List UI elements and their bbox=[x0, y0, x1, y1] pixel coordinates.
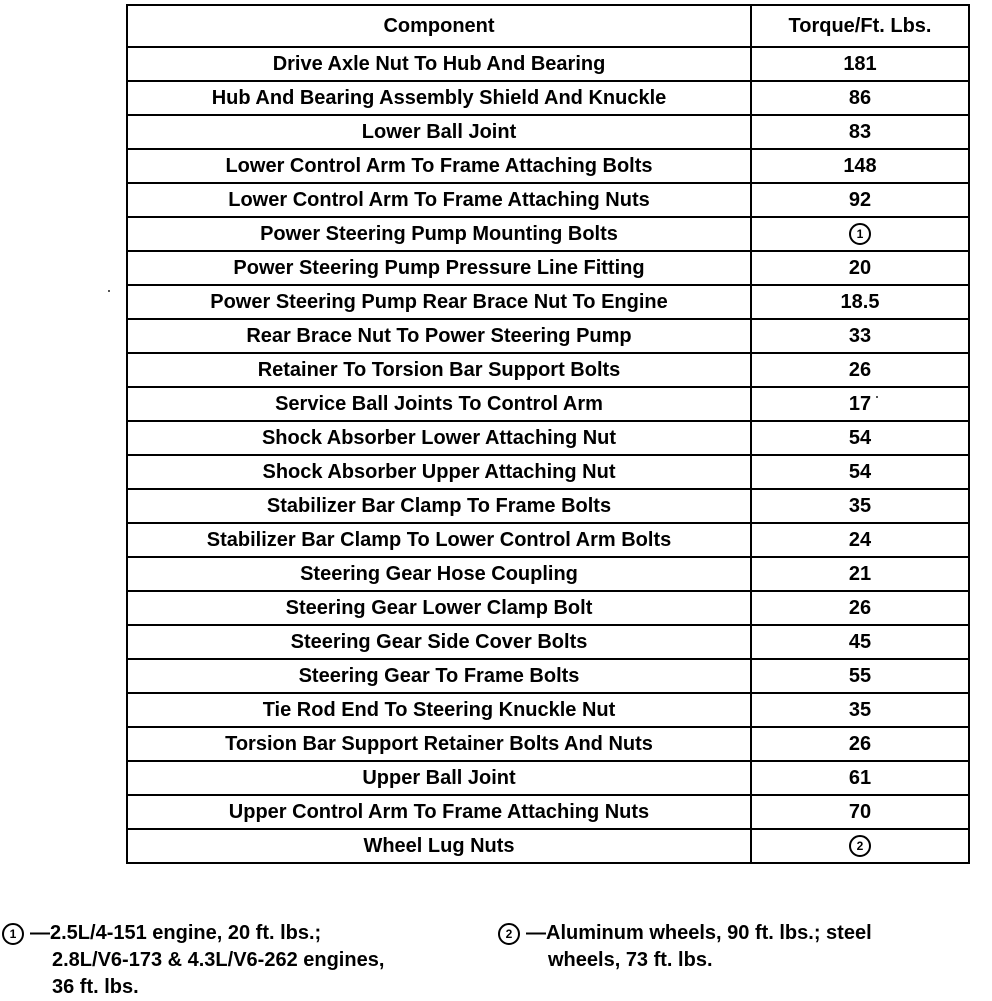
torque-cell: 35 bbox=[751, 693, 969, 727]
component-cell: Power Steering Pump Pressure Line Fitting bbox=[127, 251, 751, 285]
footnote-2-line-1: —Aluminum wheels, 90 ft. lbs.; steel bbox=[526, 922, 872, 944]
table-row bbox=[127, 625, 969, 659]
torque-cell: 20 bbox=[751, 251, 969, 285]
table-row bbox=[127, 81, 969, 115]
torque-cell: 148 bbox=[751, 149, 969, 183]
component-cell: Lower Control Arm To Frame Attaching Bolts bbox=[127, 149, 751, 183]
footnote-1-line-3: 36 ft. lbs. bbox=[52, 976, 139, 998]
component-cell: Steering Gear Side Cover Bolts bbox=[127, 625, 751, 659]
table-header-row bbox=[127, 5, 969, 47]
component-cell: Torsion Bar Support Retainer Bolts And Nuts bbox=[127, 727, 751, 761]
component-cell: Upper Ball Joint bbox=[127, 761, 751, 795]
component-cell: Rear Brace Nut To Power Steering Pump bbox=[127, 319, 751, 353]
footnote-marker-1: 1 bbox=[2, 923, 24, 945]
component-cell: Wheel Lug Nuts bbox=[127, 829, 751, 863]
component-cell: Retainer To Torsion Bar Support Bolts bbox=[127, 353, 751, 387]
torque-cell: 86 bbox=[751, 81, 969, 115]
component-cell: Power Steering Pump Rear Brace Nut To Engine bbox=[127, 285, 751, 319]
component-cell: Steering Gear To Frame Bolts bbox=[127, 659, 751, 693]
torque-cell: 26 bbox=[751, 727, 969, 761]
table-row bbox=[127, 183, 969, 217]
torque-cell: 181 bbox=[751, 47, 969, 81]
torque-cell: 26 bbox=[751, 591, 969, 625]
component-cell: Stabilizer Bar Clamp To Lower Control Arm Bolts bbox=[127, 523, 751, 557]
torque-cell: 54 bbox=[751, 455, 969, 489]
torque-cell: 17 bbox=[751, 387, 969, 421]
table-row bbox=[127, 217, 969, 251]
footnote-2-line-2: wheels, 73 ft. lbs. bbox=[548, 949, 713, 971]
component-cell: Service Ball Joints To Control Arm bbox=[127, 387, 751, 421]
table-row bbox=[127, 115, 969, 149]
table-row bbox=[127, 795, 969, 829]
torque-cell: 35 bbox=[751, 489, 969, 523]
note-marker: 2 bbox=[849, 835, 871, 857]
component-cell: Steering Gear Hose Coupling bbox=[127, 557, 751, 591]
torque-cell: 24 bbox=[751, 523, 969, 557]
scan-speck bbox=[876, 396, 878, 398]
table-row bbox=[127, 557, 969, 591]
table-row bbox=[127, 319, 969, 353]
component-cell: Tie Rod End To Steering Knuckle Nut bbox=[127, 693, 751, 727]
column-header-torque: Torque/Ft. Lbs. bbox=[751, 5, 969, 47]
torque-spec-table bbox=[126, 4, 970, 864]
table-row bbox=[127, 591, 969, 625]
table-row bbox=[127, 47, 969, 81]
component-cell: Upper Control Arm To Frame Attaching Nuts bbox=[127, 795, 751, 829]
torque-cell: 61 bbox=[751, 761, 969, 795]
component-cell: Shock Absorber Upper Attaching Nut bbox=[127, 455, 751, 489]
component-cell: Lower Ball Joint bbox=[127, 115, 751, 149]
column-header-component: Component bbox=[127, 5, 751, 47]
torque-cell: 45 bbox=[751, 625, 969, 659]
table-row bbox=[127, 761, 969, 795]
component-cell: Hub And Bearing Assembly Shield And Knuckle bbox=[127, 81, 751, 115]
table-row bbox=[127, 659, 969, 693]
component-cell: Shock Absorber Lower Attaching Nut bbox=[127, 421, 751, 455]
component-cell: Drive Axle Nut To Hub And Bearing bbox=[127, 47, 751, 81]
component-cell: Power Steering Pump Mounting Bolts bbox=[127, 217, 751, 251]
footnote-1-line-1: —2.5L/4-151 engine, 20 ft. lbs.; bbox=[30, 922, 322, 944]
footnote-1-line-2: 2.8L/V6-173 & 4.3L/V6-262 engines, bbox=[52, 949, 385, 971]
footnote-1 bbox=[2, 920, 384, 1001]
torque-cell: 54 bbox=[751, 421, 969, 455]
table-row bbox=[127, 455, 969, 489]
component-cell: Stabilizer Bar Clamp To Frame Bolts bbox=[127, 489, 751, 523]
component-cell: Steering Gear Lower Clamp Bolt bbox=[127, 591, 751, 625]
torque-cell: 18.5 bbox=[751, 285, 969, 319]
torque-cell bbox=[751, 217, 969, 251]
table-row bbox=[127, 387, 969, 421]
torque-cell bbox=[751, 829, 969, 863]
torque-cell: 83 bbox=[751, 115, 969, 149]
table-row bbox=[127, 693, 969, 727]
component-cell: Lower Control Arm To Frame Attaching Nuts bbox=[127, 183, 751, 217]
table-row bbox=[127, 727, 969, 761]
table-body bbox=[127, 47, 969, 863]
footnote-marker-2: 2 bbox=[498, 923, 520, 945]
torque-cell: 55 bbox=[751, 659, 969, 693]
torque-cell: 70 bbox=[751, 795, 969, 829]
table-row bbox=[127, 285, 969, 319]
torque-cell: 33 bbox=[751, 319, 969, 353]
torque-cell: 92 bbox=[751, 183, 969, 217]
table-row bbox=[127, 421, 969, 455]
table-row bbox=[127, 489, 969, 523]
table-row bbox=[127, 829, 969, 863]
table-row bbox=[127, 251, 969, 285]
table-row bbox=[127, 523, 969, 557]
torque-cell: 26 bbox=[751, 353, 969, 387]
footnote-2 bbox=[498, 920, 872, 974]
torque-cell: 21 bbox=[751, 557, 969, 591]
table-row bbox=[127, 353, 969, 387]
table-row bbox=[127, 149, 969, 183]
note-marker: 1 bbox=[849, 223, 871, 245]
scan-speck bbox=[108, 290, 110, 292]
